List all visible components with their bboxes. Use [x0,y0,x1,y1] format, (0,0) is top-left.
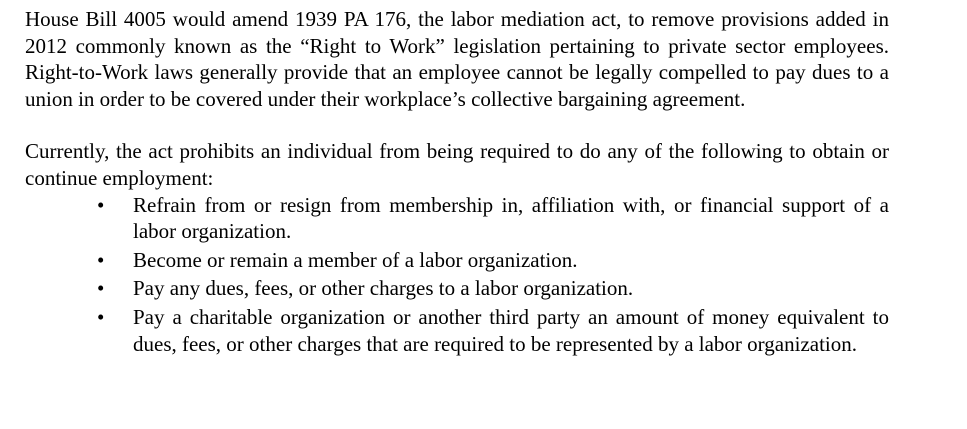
list-item [97,275,889,302]
list-item-text: Refrain from or resign from membership in, affiliation with, or financial support of a labor organization. [133,192,889,244]
prohibitions-list [25,192,889,358]
list-item [97,192,889,245]
bullet-icon: • [97,276,105,301]
paragraph-bill-summary: House Bill 4005 would amend 1939 PA 176, the labor mediation act, to remove provisions added in 2012 commonly known as the “Right to Work” legislation pertaining to private sector employees. Right-to-Work laws generally provide that an employee cannot be legally compelled to pay dues to a union in order to be covered under their workplace’s collective bargaining agreement. [25,7,889,111]
bullet-icon: • [97,304,105,329]
list-item-text: Pay a charitable organization or another third party an amount of money equivalent to dues, fees, or other charges that are required to be represented by a labor organization. [133,304,889,356]
document-body [25,6,889,357]
list-item [97,304,889,357]
paragraph-current-law: Currently, the act prohibits an individual from being required to do any of the following to obtain or continue employment: [25,139,889,190]
list-item-text: Pay any dues, fees, or other charges to a labor organization. [133,276,634,301]
list-item-text: Become or remain a member of a labor organization. [133,247,578,272]
bullet-icon: • [97,192,105,217]
bullet-icon: • [97,247,105,272]
list-item [97,247,889,274]
